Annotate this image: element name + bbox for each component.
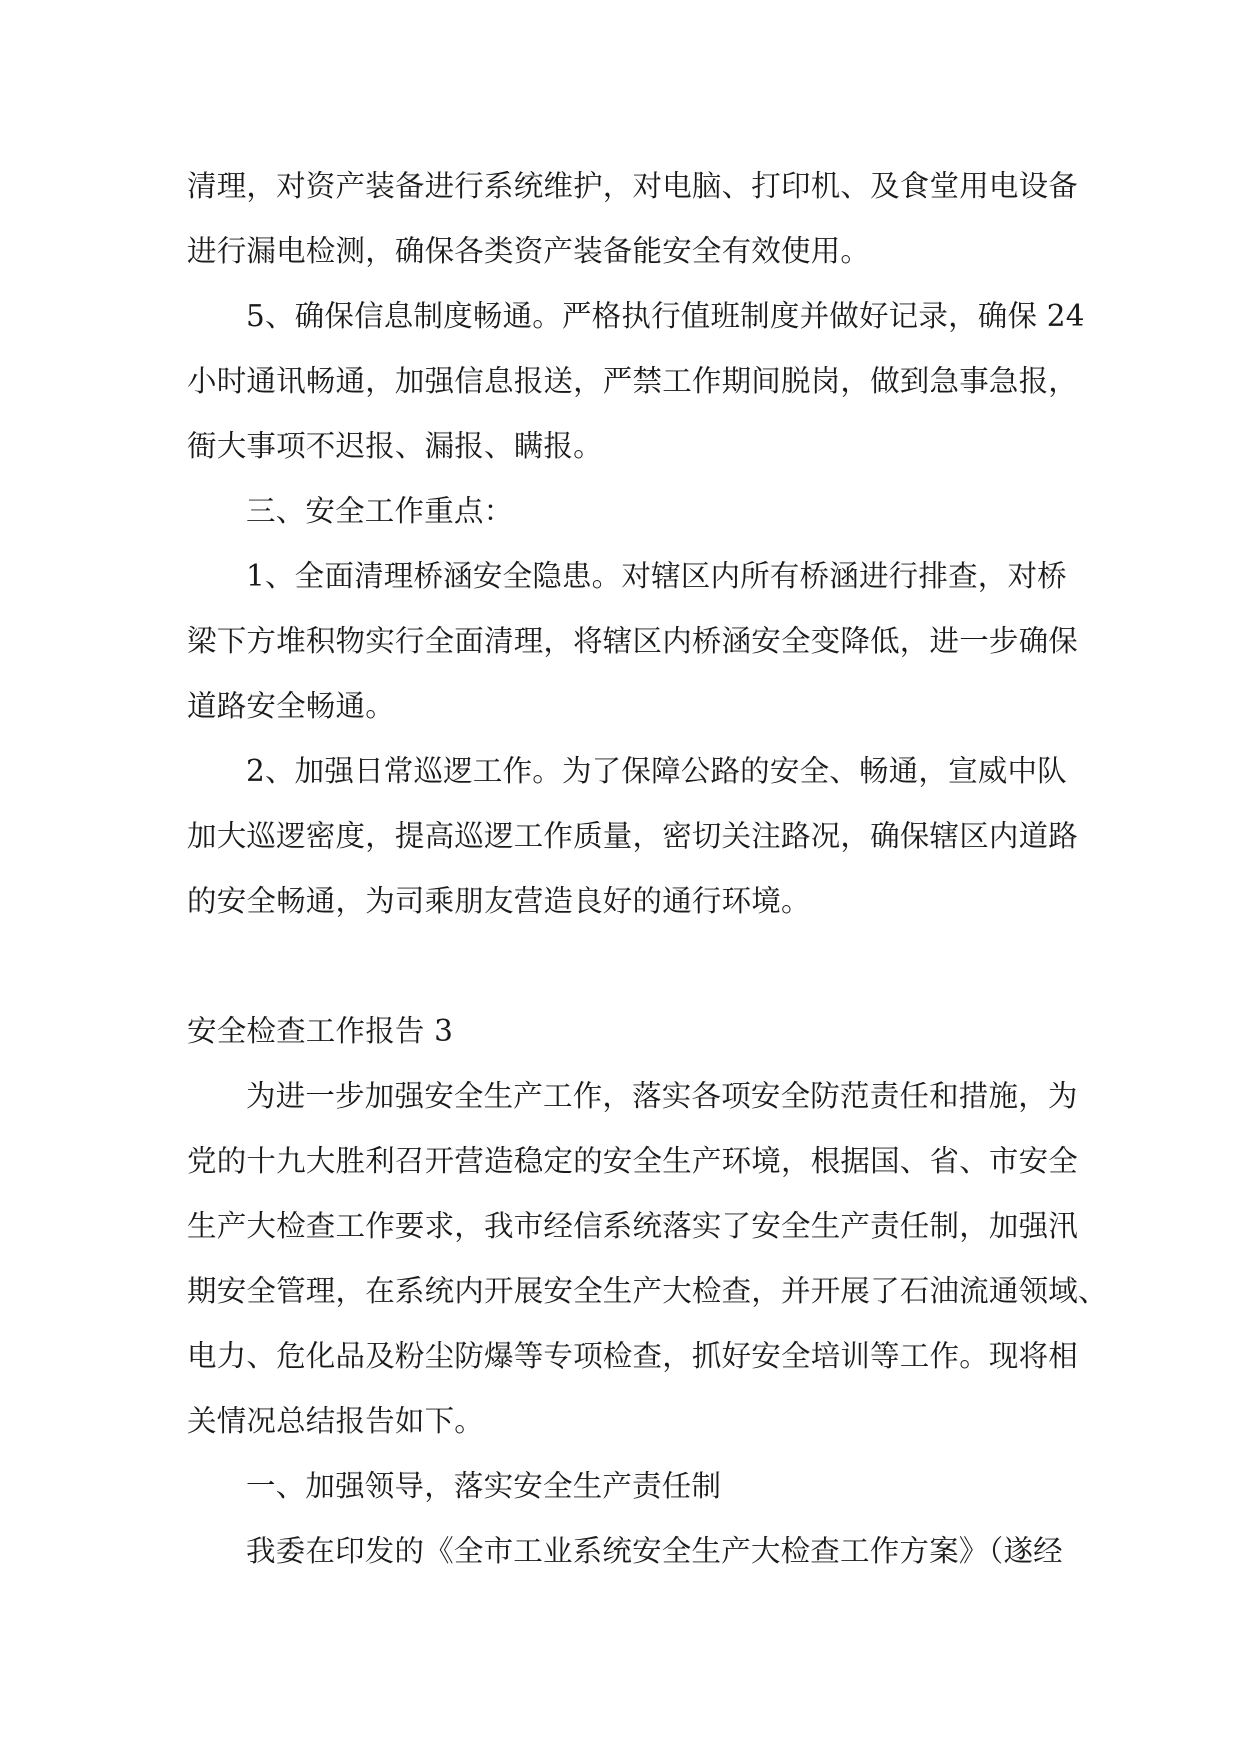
text-line: 进行漏电检测，确保各类资产装备能安全有效使用。 — [187, 234, 871, 268]
text-line: 党的十九大胜利召开营造稳定的安全生产环境，根据国、省、市安全 — [187, 1144, 1079, 1178]
text-line: 衙大事项不迟报、漏报、瞒报。 — [187, 429, 603, 463]
report-title: 安全检查工作报告 3 — [187, 1014, 454, 1048]
text-line: 2、加强日常巡逻工作。为了保障公路的安全、畅通，宣威中队 — [246, 754, 1067, 788]
text-line: 道路安全畅通。 — [187, 689, 395, 723]
text-line: 的安全畅通，为司乘朋友营造良好的通行环境。 — [187, 884, 811, 918]
text-line: 小时通讯畅通，加强信息报送，严禁工作期间脱岗，做到急事急报， — [187, 364, 1079, 398]
text-line: 加大巡逻密度，提高巡逻工作质量，密切关注路况，确保辖区内道路 — [187, 819, 1079, 853]
text-line: 1、全面清理桥涵安全隐患。对辖区内所有桥涵进行排查，对桥 — [246, 559, 1067, 593]
text-line: 清理，对资产装备进行系统维护，对电脑、打印机、及食堂用电设备 — [187, 169, 1079, 203]
text-line: 生产大检查工作要求，我市经信系统落实了安全生产责任制，加强汛 — [187, 1209, 1079, 1243]
text-line: 关情况总结报告如下。 — [187, 1404, 485, 1438]
section-heading: 一、加强领导，落实安全生产责任制 — [246, 1469, 722, 1503]
section-heading: 三、安全工作重点： — [246, 494, 514, 528]
text-line: 我委在印发的《全市工业系统安全生产大检查工作方案》（遂经 — [246, 1534, 1063, 1568]
text-line: 电力、危化品及粉尘防爆等专项检查，抓好安全培训等工作。现将相 — [187, 1339, 1079, 1373]
text-line: 梁下方堆积物实行全面清理，将辖区内桥涵安全变降低，进一步确保 — [187, 624, 1079, 658]
text-line: 期安全管理，在系统内开展安全生产大检查，并开展了石油流通领域、 — [187, 1274, 1108, 1308]
text-line: 5、确保信息制度畅通。严格执行值班制度并做好记录，确保 24 — [246, 299, 1085, 333]
text-line: 为进一步加强安全生产工作，落实各项安全防范责任和措施，为 — [246, 1079, 1078, 1113]
